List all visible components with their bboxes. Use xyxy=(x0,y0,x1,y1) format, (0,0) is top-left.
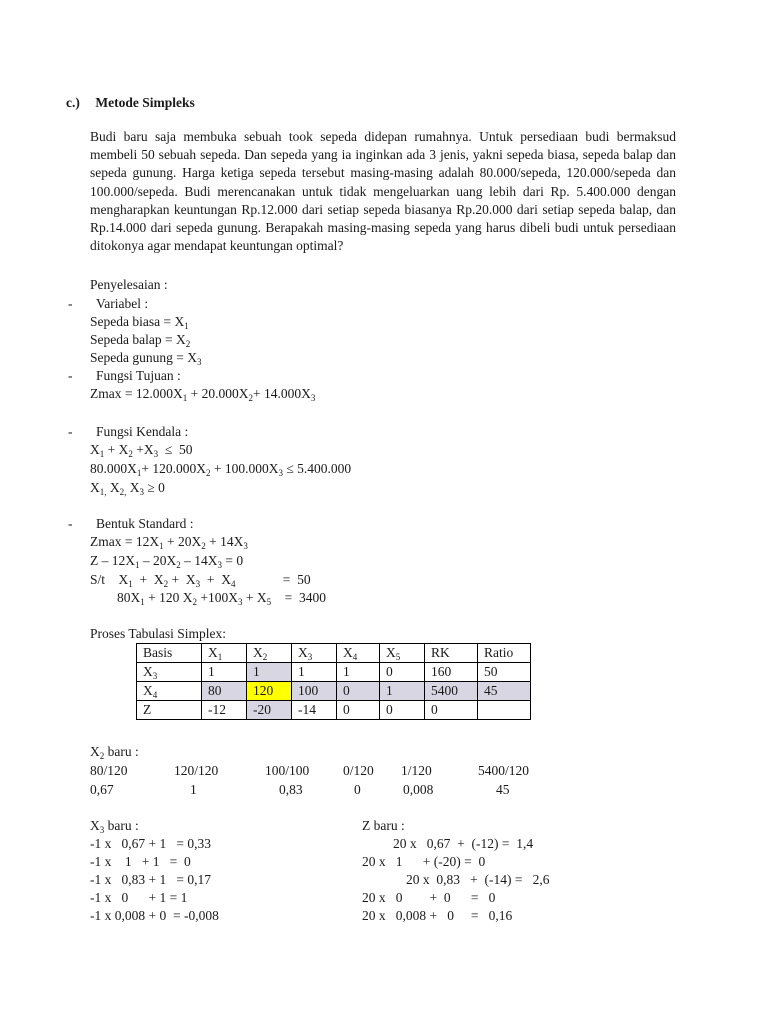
x3-baru-line: -1 x 0,83 + 1 = 0,17 xyxy=(90,872,211,887)
fungsi-kendala-line: $X_1 + X_2 +X_3 \le 50$ xyxy=(90,442,193,459)
x2-baru-value: 0,008 xyxy=(403,782,434,797)
table-cell: 0 xyxy=(337,701,380,720)
table-cell: 80 xyxy=(202,682,247,701)
x2-baru-fraction: 5400/120 xyxy=(478,763,530,778)
header-cell: RK xyxy=(425,644,478,663)
x3-baru-line: -1 x 0,008 + 0 = -0,008 xyxy=(90,908,219,923)
header-cell: $X_3$ xyxy=(292,644,337,663)
x3-baru-title: $X_3$ baru : xyxy=(90,818,139,835)
table-cell: -20 xyxy=(247,701,292,720)
bentuk-standard-line: S/t $X_1 + X_2 + X_3 + X_4$ = 50 xyxy=(90,572,311,589)
x2-baru-value: 0 xyxy=(354,782,361,797)
x2-baru-fraction: 120/120 xyxy=(174,763,219,778)
basis-cell: $X_4$ xyxy=(137,682,202,701)
fungsi-kendala-line: $80.000X_1+ 120.000X_2 + 100.000X_3 \le 5.400.000$ xyxy=(90,461,352,478)
section-heading xyxy=(66,94,195,112)
z-baru-line: 20 x 0 + 0 = 0 xyxy=(362,890,496,905)
table-cell: 0 xyxy=(425,701,478,720)
header-cell: $X_1$ xyxy=(202,644,247,663)
bentuk-standard-line: $Z - 12X_1 - 20X_2 - 14X_3 = 0$ xyxy=(90,553,244,570)
bentuk-standard-line: $80X_1 + 120$ $X_2 +100X_3 + X_5$ = 3400 xyxy=(90,590,326,607)
variabel-line: Sepeda gunung = $X_3$ xyxy=(90,350,202,367)
bentuk-standard-title: Bentuk Standard : xyxy=(96,516,194,531)
table-cell: 1 xyxy=(337,663,380,682)
table-cell: 0 xyxy=(380,701,425,720)
section-number: c.) xyxy=(66,95,80,110)
table-cell: 120 xyxy=(247,682,292,701)
x2-baru-value: 1 xyxy=(190,782,197,797)
bullet-dash: - xyxy=(68,516,73,531)
x3-baru-line: -1 x 1 + 1 = 0 xyxy=(90,854,191,869)
x2-baru-fraction: 80/120 xyxy=(90,763,128,778)
table-cell: 100 xyxy=(292,682,337,701)
variabel-title: Variabel : xyxy=(96,296,149,311)
table-row xyxy=(137,663,531,682)
header-cell: Ratio xyxy=(478,644,531,663)
x2-baru-fraction: 0/120 xyxy=(343,763,374,778)
x3-baru-line: -1 x 0 + 1 = 1 xyxy=(90,890,188,905)
x2-baru-value: 0,83 xyxy=(279,782,303,797)
fungsi-tujuan-line: $Zmax = 12.000X_1 + 20.000X_2+ 14.000X_3$ xyxy=(90,386,316,403)
proses-title: Proses Tabulasi Simplex: xyxy=(90,626,227,641)
table-header-row xyxy=(137,644,531,663)
table-cell: -12 xyxy=(202,701,247,720)
x3-baru-line: -1 x 0,67 + 1 = 0,33 xyxy=(90,836,211,851)
x2-baru-fraction: 1/120 xyxy=(401,763,432,778)
fungsi-kendala-line: $X_{1,}$ $X_{2,}$ $X_3 \ge 0$ xyxy=(90,480,165,497)
table-cell: 45 xyxy=(478,682,531,701)
bullet-dash: - xyxy=(68,424,73,439)
simplex-table xyxy=(136,643,531,720)
table-cell: 1 xyxy=(292,663,337,682)
table-cell xyxy=(478,701,531,720)
table-row xyxy=(137,682,531,701)
bentuk-standard-line: $Zmax = 12X_1 + 20X_2 + 14X_3$ xyxy=(90,534,248,551)
x2-baru-title: $X_2$ baru : xyxy=(90,744,139,761)
header-cell: Basis xyxy=(137,644,202,663)
penyelesaian-label: Penyelesaian : xyxy=(90,277,168,292)
variabel-line: Sepeda balap = $X_2$ xyxy=(90,332,191,349)
table-cell: 1 xyxy=(202,663,247,682)
variabel-line: Sepeda biasa = $X_1$ xyxy=(90,314,189,331)
problem-statement: Budi baru saja membuka sebuah took sepeda didepan rumahnya. Untuk persediaan budi bermaksud membeli 50 sebuah sepeda. Dan sepeda yang ia inginkan ada 3 jenis, yakni sepeda biasa, sepeda balap dan sepeda gunung. Harga ketiga sepeda tersebut masing-masing adalah 80.000/sepeda, 120.000/sepeda dan 100.000/sepeda. Budi merencanakan untuk tidak mengeluarkan uang lebih dari Rp. 5.400.000 dengan mengharapkan keuntungan Rp.12.000 dari setiap sepeda biasanya Rp.20.000 dari setiap sepeda balap, dan Rp.14.000 dari sepeda gunung. Berapakah masing-masing sepeda yang harus dibeli budi untuk persediaan ditokonya agar mendapat keuntungan optimal? xyxy=(90,129,676,254)
x2-baru-fraction: 100/100 xyxy=(265,763,310,778)
z-baru-line: 20 x 0,67 + (-12) = 1,4 xyxy=(393,836,534,851)
table-cell: 1 xyxy=(247,663,292,682)
header-cell: $X_5$ xyxy=(380,644,425,663)
header-cell: $X_2$ xyxy=(247,644,292,663)
table-cell: 1 xyxy=(380,682,425,701)
z-baru-line: 20 x 0,008 + 0 = 0,16 xyxy=(362,908,513,923)
table-cell: 5400 xyxy=(425,682,478,701)
table-row xyxy=(137,701,531,720)
fungsi-kendala-title: Fungsi Kendala : xyxy=(96,424,189,439)
z-baru-title: Z baru : xyxy=(362,818,405,833)
x2-baru-value: 0,67 xyxy=(90,782,114,797)
table-cell: -14 xyxy=(292,701,337,720)
table-cell: 50 xyxy=(478,663,531,682)
fungsi-tujuan-title: Fungsi Tujuan : xyxy=(96,368,181,383)
basis-cell: Z xyxy=(137,701,202,720)
bullet-dash: - xyxy=(68,368,73,383)
section-title: Metode Simpleks xyxy=(95,95,195,110)
z-baru-line: 20 x 1 + (-20) = 0 xyxy=(362,854,486,869)
x2-baru-value: 45 xyxy=(496,782,510,797)
table-cell: 0 xyxy=(380,663,425,682)
table-cell: 160 xyxy=(425,663,478,682)
bullet-dash: - xyxy=(68,296,73,311)
basis-cell: $X_3$ xyxy=(137,663,202,682)
z-baru-line: 20 x 0,83 + (-14) = 2,6 xyxy=(406,872,550,887)
header-cell: $X_4$ xyxy=(337,644,380,663)
table-cell: 0 xyxy=(337,682,380,701)
